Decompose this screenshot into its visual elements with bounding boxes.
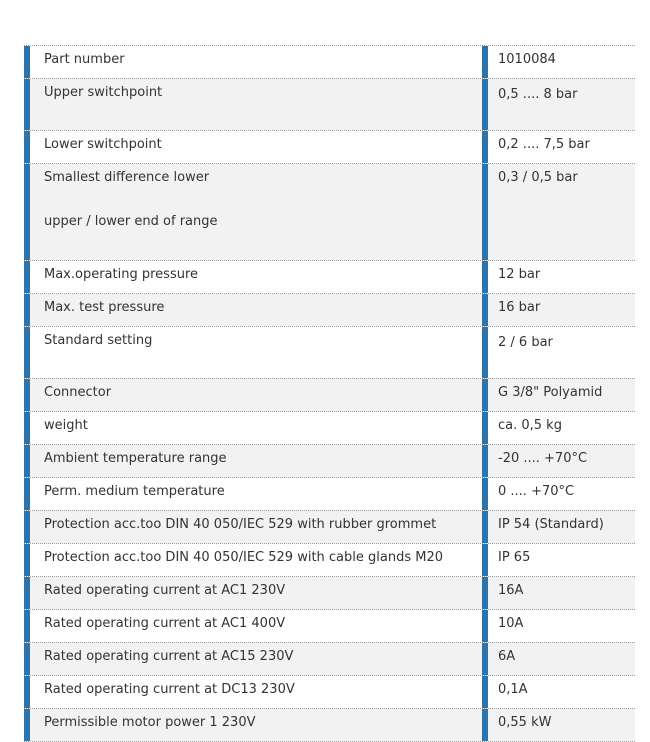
- spec-value: IP 65: [498, 550, 531, 565]
- spec-value-cell: [482, 544, 635, 576]
- spec-label-cell: [24, 164, 482, 260]
- spec-label-cell: [24, 577, 482, 609]
- spec-label-cell: [24, 676, 482, 708]
- spec-value: 6A: [498, 649, 516, 664]
- spec-label-cell: [24, 294, 482, 326]
- spec-label: Lower switchpoint: [44, 137, 162, 152]
- spec-value: 16 bar: [498, 300, 541, 315]
- spec-value-cell: [482, 131, 635, 163]
- table-row: [24, 326, 635, 378]
- table-row: [24, 510, 635, 543]
- spec-value-cell: [482, 46, 635, 78]
- spec-value: 0,55 kW: [498, 715, 552, 730]
- table-row: [24, 609, 635, 642]
- spec-label: Permissible motor power 1 230V: [44, 715, 256, 730]
- spec-label-cell: [24, 478, 482, 510]
- spec-label: Max.operating pressure: [44, 267, 199, 282]
- spec-value: 10A: [498, 616, 524, 631]
- spec-label-cell: [24, 511, 482, 543]
- spec-label-cell: [24, 327, 482, 378]
- spec-value: 0,3 / 0,5 bar: [498, 170, 578, 185]
- spec-value-cell: [482, 379, 635, 411]
- spec-label: Rated operating current at AC15 230V: [44, 649, 294, 664]
- spec-label-cell: [24, 379, 482, 411]
- spec-value-cell: [482, 610, 635, 642]
- spec-label-cell: [24, 709, 482, 741]
- table-row: [24, 78, 635, 130]
- spec-label: Perm. medium temperature: [44, 484, 225, 499]
- table-row: [24, 260, 635, 293]
- spec-label: Connector: [44, 385, 112, 400]
- spec-value: 2 / 6 bar: [498, 335, 553, 350]
- spec-value-cell: [482, 478, 635, 510]
- spec-label: Standard setting: [44, 333, 153, 348]
- spec-table: [24, 45, 635, 742]
- spec-label-cell: [24, 46, 482, 78]
- spec-value: 0,5 .... 8 bar: [498, 87, 578, 102]
- spec-value-cell: [482, 709, 635, 741]
- spec-label-cell: [24, 544, 482, 576]
- spec-label-cell: [24, 610, 482, 642]
- spec-value-cell: [482, 164, 635, 260]
- spec-label: Rated operating current at DC13 230V: [44, 682, 295, 697]
- spec-value: 0,2 .... 7,5 bar: [498, 137, 590, 152]
- table-row: [24, 45, 635, 78]
- spec-value: IP 54 (Standard): [498, 517, 604, 532]
- table-row: [24, 163, 635, 260]
- spec-label-cell: [24, 261, 482, 293]
- spec-label: Max. test pressure: [44, 300, 165, 315]
- table-row: [24, 543, 635, 576]
- spec-label-cell: [24, 131, 482, 163]
- table-row: [24, 708, 635, 742]
- table-row: [24, 378, 635, 411]
- spec-value-cell: [482, 511, 635, 543]
- table-row: [24, 411, 635, 444]
- table-row: [24, 642, 635, 675]
- spec-value-cell: [482, 577, 635, 609]
- spec-value-cell: [482, 412, 635, 444]
- table-row: [24, 477, 635, 510]
- spec-value: ca. 0,5 kg: [498, 418, 562, 433]
- spec-value-cell: [482, 327, 635, 378]
- spec-label: Protection acc.too DIN 40 050/IEC 529 with cable glands M20: [44, 550, 444, 565]
- spec-label: Ambient temperature range: [44, 451, 227, 466]
- spec-value-cell: [482, 676, 635, 708]
- spec-label-continued: upper / lower end of range: [44, 214, 218, 229]
- spec-label: Rated operating current at AC1 230V: [44, 583, 286, 598]
- spec-value: 0,1A: [498, 682, 528, 697]
- table-row: [24, 675, 635, 708]
- spec-value: 0 .... +70°C: [498, 484, 575, 499]
- spec-label: Part number: [44, 52, 125, 67]
- spec-label-cell: [24, 79, 482, 130]
- spec-value: -20 .... +70°C: [498, 451, 588, 466]
- spec-value: G 3/8" Polyamid: [498, 385, 603, 400]
- spec-label-cell: [24, 445, 482, 477]
- spec-value-cell: [482, 643, 635, 675]
- spec-label-cell: [24, 643, 482, 675]
- spec-label: Smallest difference lower: [44, 170, 210, 185]
- table-row: [24, 130, 635, 163]
- spec-value: 1010084: [498, 52, 556, 67]
- spec-value: 12 bar: [498, 267, 541, 282]
- spec-label: Upper switchpoint: [44, 85, 163, 100]
- table-row: [24, 293, 635, 326]
- spec-value: 16A: [498, 583, 524, 598]
- spec-label: weight: [44, 418, 88, 433]
- spec-value-cell: [482, 261, 635, 293]
- spec-value-cell: [482, 294, 635, 326]
- spec-label: Protection acc.too DIN 40 050/IEC 529 with rubber grommet: [44, 517, 437, 532]
- spec-value-cell: [482, 79, 635, 130]
- spec-value-cell: [482, 445, 635, 477]
- spec-label-cell: [24, 412, 482, 444]
- table-row: [24, 576, 635, 609]
- table-row: [24, 444, 635, 477]
- spec-label: Rated operating current at AC1 400V: [44, 616, 286, 631]
